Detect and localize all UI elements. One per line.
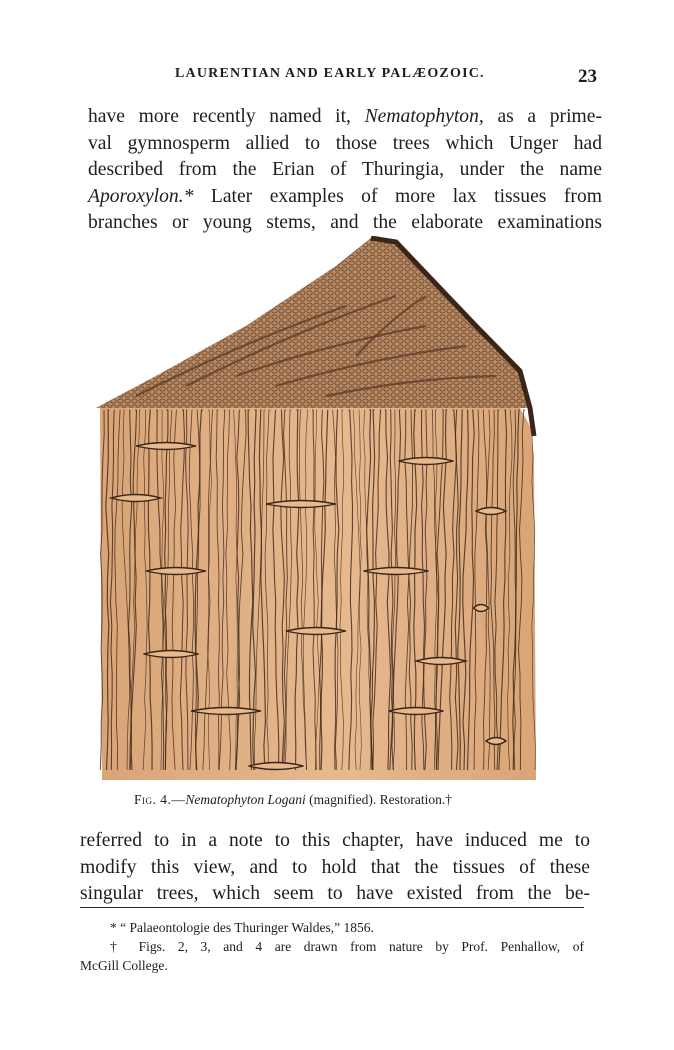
nematophyton-drawing xyxy=(96,236,546,780)
ray-lens xyxy=(364,568,429,575)
page-number: 23 xyxy=(578,66,597,87)
running-title: LAURENTIAN AND EARLY PALÆOZOIC. xyxy=(175,66,485,81)
ray-lens xyxy=(416,658,466,665)
running-head xyxy=(0,62,674,88)
italic-term: Aporoxylon.* xyxy=(88,185,194,207)
text-line: have more recently named it, Nematophyton, as a prime- xyxy=(88,106,602,127)
footnote-asterisk: * “ Palaeontologie des Thuringer Waldes,” 1856. xyxy=(110,920,374,935)
ray-lens xyxy=(111,495,161,502)
ray-lens xyxy=(144,651,199,658)
ray-lens xyxy=(486,738,506,745)
ray-lens xyxy=(249,763,304,770)
trunk-section xyxy=(100,408,536,780)
ray-lens xyxy=(266,501,336,508)
text-line: Aporoxylon.* Later examples of more lax tissues from xyxy=(88,185,602,207)
ray-lens xyxy=(399,458,454,465)
caption-species: Nematophyton Logani xyxy=(185,792,306,807)
figure-caption xyxy=(134,792,564,808)
text-line: singular trees, which seem to have existed from the be- xyxy=(80,883,590,904)
ray-lens xyxy=(146,568,206,575)
footnote-divider xyxy=(80,907,584,908)
text-line: described from the Erian of Thuringia, under the name xyxy=(88,159,602,180)
footnote-dagger: † Figs. 2, 3, and 4 are drawn from nature by Prof. Penhallow, of xyxy=(110,939,584,954)
footnote-dagger-continued: McGill College. xyxy=(80,958,168,973)
ray-lens xyxy=(191,708,261,715)
italic-term: Nematophyton, xyxy=(364,106,484,127)
figure-nematophyton-illustration xyxy=(96,236,546,780)
text-line: referred to in a note to this chapter, have induced me to xyxy=(80,830,590,851)
text-line: modify this view, and to hold that the tissues of these xyxy=(80,856,590,878)
paragraph-top xyxy=(88,104,602,237)
ray-lens xyxy=(286,628,346,635)
caption-rest: (magnified). Restoration.† xyxy=(305,792,452,807)
caption-label: Fig. 4.— xyxy=(134,792,186,807)
paragraph-bottom xyxy=(80,828,590,908)
ray-lens xyxy=(476,508,506,515)
text-line: branches or young stems, and the elaborate examinations xyxy=(88,212,602,233)
crown-cross-section xyxy=(96,238,534,436)
text-line: val gymnosperm allied to those trees which Unger had xyxy=(88,132,602,154)
footnotes xyxy=(80,918,584,975)
ray-lens xyxy=(136,443,196,450)
ray-lens xyxy=(474,605,489,612)
ray-lens xyxy=(389,708,444,715)
